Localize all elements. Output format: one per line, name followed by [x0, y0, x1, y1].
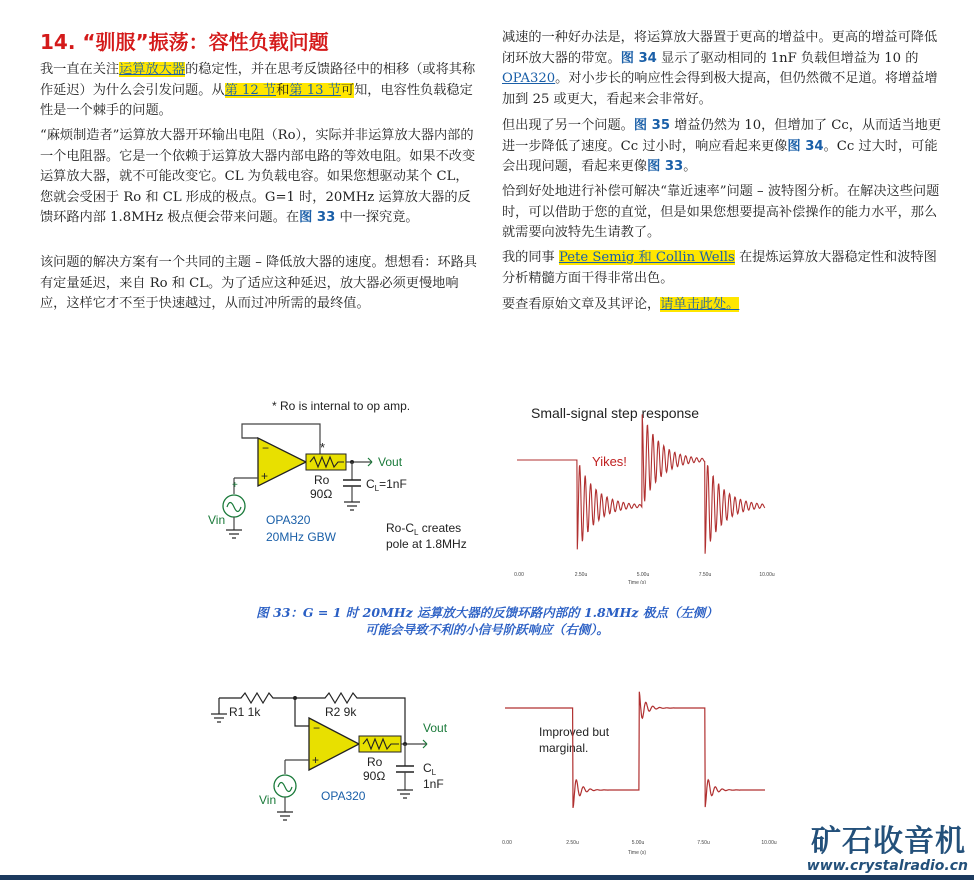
- fig33-tick-2: 5.00u: [636, 572, 650, 578]
- fig34-annot-1: Improved but: [539, 725, 610, 739]
- fig-33-ref[interactable]: 图 33: [299, 210, 336, 225]
- link-original-article[interactable]: 请单击此处。: [660, 297, 740, 312]
- fig33-xlabel: Time (s): [627, 580, 647, 584]
- fig33-caption-line-1: 图 33：G = 1 时 20MHz 运算放大器的反馈环路内部的 1.8MHz 极点（左侧）: [256, 605, 718, 620]
- fig33-pole-1: $Ro-C_L$ creates: [386, 521, 462, 537]
- link-opa320[interactable]: OPA320: [502, 71, 556, 86]
- section-heading: 14. “驯服”振荡：容性负载问题: [40, 30, 329, 54]
- fig33-caption-line-2: 可能会导致不利的小信号阶跃响应（右侧）。: [365, 622, 609, 637]
- fig34-tick-3: 7.50u: [697, 840, 710, 846]
- brand-logo: 矿石收音机: [811, 824, 966, 859]
- fig34-r1-label: R1 1k: [229, 705, 261, 719]
- right-paragraph-1: 减速的一种好办法是，将运算放大器置于更高的增益中。更高的增益可降低闭环放大器的带宽。图 34 显示了驱动相同的 1nF 负载但增益为 10 的 OPA320。对小步长的响应性会得到极大提高，但仍然微不足道。将增益增加到 25 或更大，看起来会非常好。: [502, 30, 938, 107]
- fig34-tick-1: 2.50u: [566, 840, 579, 846]
- fig33-vin: Vin: [208, 513, 226, 527]
- fig33-tick-4: 10.00u: [759, 572, 775, 578]
- fig34-vout: Vout: [423, 721, 448, 735]
- fig34-cl-value: 1nF: [423, 777, 444, 791]
- fig34-ro-value: 90Ω: [363, 769, 386, 783]
- fig33-chart: [497, 388, 777, 584]
- svg-text:+: +: [232, 480, 238, 491]
- right-paragraph-3: 恰到好处地进行补偿可解决“靠近速率”问题 – 波特图分析。在解决这些问题时，可以借助于您的直觉，但是如果您想要提高补偿操作的能力水平，那么就需要向波特先生请教了。: [502, 184, 940, 240]
- fig-34-ref[interactable]: 图 34: [620, 50, 657, 66]
- fig34-chart: [497, 666, 777, 860]
- fig34-r2-label: R2 9k: [325, 705, 357, 719]
- fig34-r1: [219, 693, 295, 703]
- fig34-vin: Vin: [259, 793, 277, 807]
- right-paragraph-5: 要查看原始文章及其评论，请单击此处。: [502, 297, 740, 312]
- fig33-ro-value: 90Ω: [310, 487, 333, 501]
- fig34-plus: +: [312, 753, 320, 767]
- footer-bar: [0, 875, 974, 880]
- fig-35-ref[interactable]: 图 35: [633, 118, 671, 133]
- fig-33-ref-2[interactable]: 图 33: [647, 159, 684, 174]
- fig34-tick-4: 10.00u: [761, 840, 777, 846]
- brand-url: www.crystalradio.cn: [806, 858, 968, 874]
- left-paragraph-2: “麻烦制造者”运算放大器开环输出电阻（Ro），实际并非运算放大器内部的一个电阻器。它是一个依赖于运算放大器内部电路的等效电阻。如果不改变运算放大器，就不可能改变它。CL 为负载电容。如果您想驱动某个 CL，您就会受困于 Ro 和 CL 形成的极点。G=1 时，20MHz 运算放大器的反馈环路内部 1.8MHz 极点便会带来问题。在图 33 中一探究竟。: [40, 128, 476, 225]
- fig33-minus: −: [262, 441, 270, 455]
- link-section-12[interactable]: 第 12 节: [224, 82, 277, 98]
- fig33-tick-3: 7.50u: [698, 572, 712, 578]
- fig33-plus: +: [261, 469, 269, 483]
- left-paragraph-3: 该问题的解决方案有一个共同的主题 – 降低放大器的速度。想想看：环路具有定量延迟，来自 Ro 和 CL。为了适应这种延迟，放大器必须更慢地响应，这样它才不至于快速越过，从而过冲所需的最终值。: [40, 255, 477, 311]
- fig34-minus: −: [313, 721, 321, 735]
- right-paragraph-4: 我的同事 Pete Semig 和 Collin Wells 在提炼运算放大器稳定性和波特图分析精髓方面干得非常出色。: [502, 250, 937, 286]
- fig33-vout: Vout: [378, 455, 403, 469]
- fig33-tick-1: 2.50u: [574, 572, 588, 578]
- fig34-cl-label: $C_L$: [423, 761, 437, 777]
- fig33-circuit: [200, 388, 480, 574]
- fig33-yikes: Yikes!: [592, 454, 627, 469]
- fig33-chart-title: Small-signal step response: [531, 405, 700, 421]
- fig-34-ref-2[interactable]: 图 34: [787, 138, 824, 154]
- fig34-part: OPA320: [321, 789, 366, 803]
- fig34-xlabel: Time (s): [627, 850, 647, 856]
- fig34-ro-label: Ro: [367, 755, 383, 769]
- fig34-circuit: [205, 674, 485, 838]
- link-section-13[interactable]: 第 13 节: [289, 82, 341, 98]
- fig33-star: *: [320, 440, 326, 455]
- fig34-annot-2: marginal.: [539, 741, 589, 755]
- fig33-step-trace: [517, 414, 765, 553]
- link-authors[interactable]: Pete Semig 和 Collin Wells: [558, 250, 735, 265]
- fig34-tick-0: 0.00: [502, 840, 512, 846]
- left-paragraph-1: 我一直在关注运算放大器的稳定性，并在思考反馈路径中的相移（或将其称作延迟）为什么会引发问题。从第 12 节和第 13 节可知，电容性负载稳定性是一个棘手的问题。: [40, 62, 476, 118]
- fig34-tick-2: 5.00u: [631, 840, 645, 846]
- link-op-amp[interactable]: 运算放大器: [119, 62, 186, 77]
- fig33-note: * Ro is internal to op amp.: [272, 399, 411, 413]
- fig33-ro-label: Ro: [314, 473, 330, 487]
- fig33-gbw: 20MHz GBW: [266, 530, 337, 544]
- fig33-part: OPA320: [266, 513, 311, 527]
- fig33-tick-0: 0.00: [514, 572, 524, 578]
- right-paragraph-2: 但出现了另一个问题。图 35 增益仍然为 10，但增加了 Cc，从而适当地更进一步降低了速度。Cc 过小时，响应看起来更像图 34。Cc 过大时，可能会出现问题，看起来更像图 33。: [502, 118, 942, 174]
- fig33-pole-2: pole at 1.8MHz: [386, 537, 467, 551]
- fig33-cl-label: $C_L=1nF$: [366, 477, 407, 493]
- fig33-caption: [0, 604, 974, 638]
